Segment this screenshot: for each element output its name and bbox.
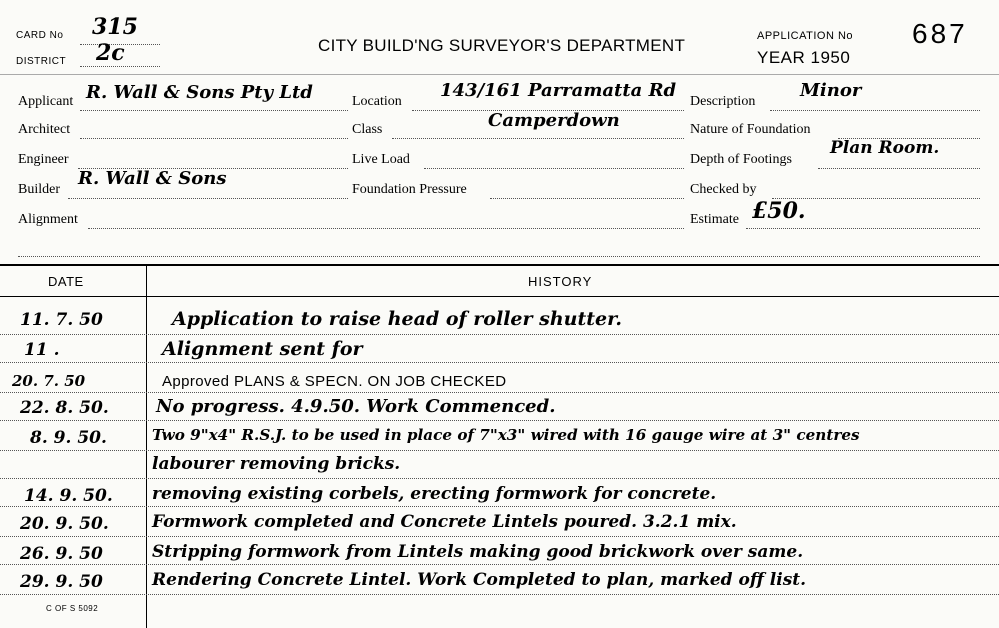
history-date: 26. 9. 50 (20, 544, 103, 564)
history-date: 11 . (24, 340, 60, 360)
history-text: labourer removing bricks. (152, 454, 401, 474)
form-code: C OF S 5092 (46, 604, 99, 613)
class-line (392, 138, 684, 139)
architect-label: Architect (18, 122, 71, 137)
history-date: 11. 7. 50 (20, 310, 103, 330)
history-text: Two 9"x4" R.S.J. to be used in place of 7"x3" wired with 16 gauge wire at 3" centres (152, 426, 860, 444)
history-text: Formwork completed and Concrete Lintels poured. 3.2.1 mix. (152, 512, 737, 532)
foundation-pressure-label: Foundation Pressure (352, 182, 467, 197)
table-top-rule (0, 264, 999, 266)
date-header: DATE (48, 274, 84, 289)
history-text: removing existing corbels, erecting formwork for concrete. (152, 484, 717, 504)
row-rule (0, 594, 999, 595)
row-rule (0, 536, 999, 537)
architect-line (80, 138, 348, 139)
department-title: CITY BUILD'NG SURVEYOR'S DEPARTMENT (318, 36, 686, 55)
row-rule (0, 564, 999, 565)
history-date: 22. 8. 50. (20, 398, 109, 418)
depth-of-footings-label: Depth of Footings (690, 152, 792, 167)
history-text: Approved PLANS & SPECN. ON JOB CHECKED (162, 373, 507, 390)
row-rule (0, 420, 999, 421)
description-value: Minor (800, 80, 862, 101)
live-load-label: Live Load (352, 152, 410, 167)
builder-line (68, 198, 348, 199)
description-line (770, 110, 980, 111)
estimate-label: Estimate (690, 212, 739, 227)
history-text: Alignment sent for (162, 338, 363, 360)
history-date: 20. 9. 50. (20, 514, 109, 534)
header-rule (0, 74, 999, 75)
row-rule (0, 362, 999, 363)
row-rule (0, 334, 999, 335)
alignment-label: Alignment (18, 212, 78, 227)
row-rule (0, 450, 999, 451)
builder-value: R. Wall & Sons (78, 168, 227, 189)
location-value: 143/161 Parramatta Rd (440, 80, 677, 101)
builder-label: Builder (18, 182, 60, 197)
card-no-label: CARD No (16, 30, 64, 41)
location-label: Location (352, 94, 402, 109)
applicant-line (80, 110, 348, 111)
applicant-value: R. Wall & Sons Pty Ltd (86, 82, 313, 103)
table-header-rule (0, 296, 999, 297)
estimate-line (746, 228, 980, 229)
engineer-label: Engineer (18, 152, 69, 167)
application-no-label: APPLICATION No (757, 30, 854, 42)
history-date: 8. 9. 50. (30, 428, 107, 448)
depth-line (818, 168, 980, 169)
table-column-divider (146, 264, 147, 628)
nature-of-foundation-label: Nature of Foundation (690, 122, 811, 137)
district-value: 2c (96, 40, 125, 66)
description-label: Description (690, 94, 756, 109)
history-text: Application to raise head of roller shutter. (172, 308, 622, 330)
live-load-line (424, 168, 684, 169)
applicant-label: Applicant (18, 94, 74, 109)
card-no-value: 315 (92, 14, 138, 40)
history-date: 29. 9. 50 (20, 572, 103, 592)
history-text: Rendering Concrete Lintel. Work Completed to plan, marked off list. (152, 570, 807, 590)
checked-by-label: Checked by (690, 182, 757, 197)
estimate-value: £50. (752, 198, 806, 224)
application-no-value: 687 (912, 18, 968, 49)
history-date: 14. 9. 50. (24, 486, 113, 506)
history-header: HISTORY (528, 274, 593, 289)
fields-bottom-line (18, 256, 980, 257)
alignment-line (88, 228, 684, 229)
foundation-pressure-line (490, 198, 684, 199)
row-rule (0, 392, 999, 393)
history-text: No progress. 4.9.50. Work Commenced. (156, 396, 556, 417)
class-label: Class (352, 122, 383, 137)
history-date: 20. 7. 50 (12, 372, 86, 390)
history-text: Stripping formwork from Lintels making good brickwork over same. (152, 542, 804, 562)
row-rule (0, 478, 999, 479)
district-line (80, 66, 160, 67)
depth-value: Plan Room. (830, 138, 940, 158)
year-label: YEAR 1950 (757, 48, 851, 67)
row-rule (0, 506, 999, 507)
district-label: DISTRICT (16, 56, 67, 67)
location-value-2: Camperdown (488, 110, 620, 131)
